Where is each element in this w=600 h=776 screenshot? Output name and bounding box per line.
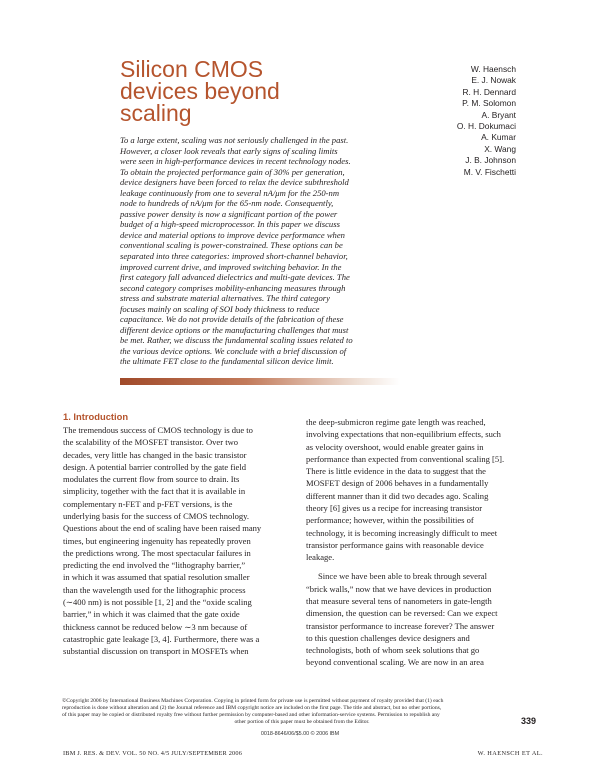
body-line: There is little evidence in the data to suggest that the (306, 466, 486, 477)
abstract-line: However, a closer look reveals that early signs of scaling limits (120, 145, 338, 156)
abstract-line: focuses mainly on scaling of SOI body thickness to reduce (120, 303, 320, 314)
body-line: performance; however, within the possibilities of (306, 515, 474, 526)
body-line: the predictions wrong. The most spectacular failures in (63, 547, 251, 558)
body-line: (∼400 nm) is not possible [1, 2] and the “oxide scaling (63, 596, 252, 607)
author-footer: W. HAENSCH ET AL. (477, 750, 543, 757)
body-line: transistor performance gains with reasonable device (306, 539, 484, 550)
author: A. Bryant (481, 109, 516, 120)
author-list (430, 64, 516, 178)
body-line: decades, very little has changed in the basic transistor (63, 449, 247, 460)
abstract-line: separated into three categories: improved short-channel behavior, (120, 251, 348, 262)
body-line: MOSFET design of 2006 behaves in a fundamentally (306, 478, 489, 489)
body-line: dimension, the question can be reversed: Can we expect (306, 608, 498, 619)
author: J. B. Johnson (465, 155, 516, 166)
journal-footer: IBM J. RES. & DEV. VOL. 50 NO. 4/5 JULY/SEPTEMBER 2006 (63, 750, 243, 757)
copyright-line: other portion of this paper must be obtained from the Editor. (234, 719, 370, 726)
body-line: technologists, both of whom seek solutions that go (306, 645, 480, 656)
body-line: substantial discussion on transport in MOSFETs when (63, 646, 249, 657)
copyright-line: reproduction is done without alteration and (2) the Journal reference and IBM copyright notice are included on the first page. The title and abstract, but no other portions, (62, 705, 442, 712)
abstract-line: were seen in high-performance devices in recent technology nodes. (120, 156, 351, 167)
title-line: Silicon CMOS (120, 56, 264, 82)
body-line: “brick walls,” now that we have devices in production (306, 583, 492, 594)
copyright-line: ©Copyright 2006 by International Business Machines Corporation. Copying in printed form for private use is permitted without payment of royalty provided that (1) each (62, 698, 444, 704)
abstract-line: different device options or the manufacturing challenges that must (120, 324, 349, 335)
abstract-line: the various device options. We conclude with a brief discussion of (120, 345, 347, 356)
body-line: barrier,” in which it was claimed that the gate oxide (63, 609, 240, 620)
abstract-line: conventional scaling is power-constrained. These options can be (120, 240, 343, 251)
body-line: leakage. (306, 552, 335, 563)
abstract-line: budget of a high-speed microprocessor. In this paper we discuss (120, 219, 340, 230)
body-line: catastrophic gate leakage [3, 4]. Furthermore, there was a (63, 633, 260, 644)
title-line: scaling (120, 100, 192, 126)
section-heading: 1. Introduction (63, 411, 129, 422)
body-line: complementary n-FET and p-FET versions, is the (63, 498, 233, 509)
author: R. H. Dennard (462, 86, 516, 97)
body-line: in which it was assumed that spatial resolution smaller (63, 572, 250, 583)
body-line: theory [6] gives us a recipe for increasing transistor (306, 502, 483, 513)
paragraph (306, 570, 542, 668)
body-line: design. A potential barrier controlled by the gate field (63, 461, 246, 472)
body-line: the deep-submicron regime gate length was reached, (306, 417, 486, 427)
abstract-line: leakage continuously from one to several nA/μm for the 250-nm (120, 187, 340, 198)
body-line: different manner than it did two decades ago. Scaling (306, 490, 489, 501)
body-line: than the wavelength used for the lithographic process (63, 584, 246, 595)
body-line: as velocity overshoot, would enable greater gains in (306, 441, 484, 452)
body-line: Questions about the end of scaling have been raised many (63, 523, 262, 534)
body-line: The tremendous success of CMOS technology is due to (63, 425, 253, 435)
paragraph (306, 416, 542, 563)
page-number: 339 (521, 716, 537, 726)
abstract (120, 135, 395, 367)
abstract-line: passive power density is now a significant portion of the power (120, 208, 338, 219)
body-line: that measure several tens of nanometers in gate-length (306, 595, 492, 606)
body-line: predicting the end involved the “lithography barrier,” (63, 560, 246, 571)
author: E. J. Nowak (471, 75, 516, 86)
abstract-line: second category comprises mobility-enhancing measures through (120, 282, 346, 293)
abstract-line: first category fall advanced dielectrics and multi-gate devices. The (120, 272, 350, 283)
abstract-line: To obtain the projected performance gain of 30% per generation, (120, 166, 345, 177)
body-line: technology, it is becoming increasingly difficult to meet (306, 527, 498, 538)
author: A. Kumar (481, 132, 516, 143)
author: W. Haensch (470, 64, 516, 74)
title-line: devices beyond (120, 78, 280, 104)
body-line: performance than expected from conventional scaling [5]. (306, 453, 505, 464)
body-line: transistor performance to increase forever? The answer (306, 620, 495, 631)
body-line: Since we have been able to break through several (318, 571, 487, 582)
body-line: beyond conventional scaling. We are now in an area (306, 657, 484, 668)
body-line: involving expectations that non-equilibrium effects, such (306, 429, 501, 440)
abstract-line: the ultimate FET close to the fundamental silicon device limit. (120, 356, 334, 367)
body-line: modulates the current flow from source to drain. Its (63, 474, 240, 485)
author: O. H. Dokumaci (456, 121, 516, 132)
abstract-line: device designers have been forced to relax the device subthreshold (120, 177, 349, 188)
body-line: underlying basis for the success of CMOS technology. (63, 510, 250, 521)
body-column-right (306, 416, 542, 669)
paper-title (120, 58, 320, 124)
abstract-line: stress and substrate material alternatives. The third category (120, 293, 330, 304)
decorative-rule-bar (120, 378, 400, 385)
body-line: times, but engineering ingenuity has repeatedly proven (63, 535, 251, 546)
body-line: the scalability of the MOSFET transistor. Over two (63, 437, 239, 448)
abstract-line: be met. Rather, we discuss the fundamental scaling issues related to (120, 335, 353, 346)
body-line: to this question challenges device designers and (306, 632, 470, 643)
abstract-line: capacitance. We do not provide details of the fabrication of these (120, 314, 344, 325)
body-line: simplicity, together with the fact that it is available in (63, 486, 246, 497)
abstract-line: To a large extent, scaling was not seriously challenged in the past. (120, 135, 349, 145)
author: M. V. Fischetti (463, 166, 516, 177)
body-line: thickness cannot be reduced below ∼3 nm because of (63, 621, 248, 632)
abstract-line: node to hundreds of nA/μm for the 65-nm node. Consequently, (120, 198, 334, 209)
author: X. Wang (484, 143, 516, 154)
body-column-left (63, 424, 299, 657)
abstract-line: improved current drive, and improved switching behavior. In the (120, 261, 342, 272)
copyright-line: of this paper may be copied or distributed royalty free without further permission by computer-based and other information-service systems. Permission to republish any (62, 712, 440, 719)
abstract-line: device and material options to improve device performance when (120, 229, 345, 240)
copyright-notice (62, 698, 542, 726)
author: P. M. Solomon (462, 98, 516, 109)
doi-line: 0018-8646/06/$5.00 © 2006 IBM (260, 731, 340, 737)
